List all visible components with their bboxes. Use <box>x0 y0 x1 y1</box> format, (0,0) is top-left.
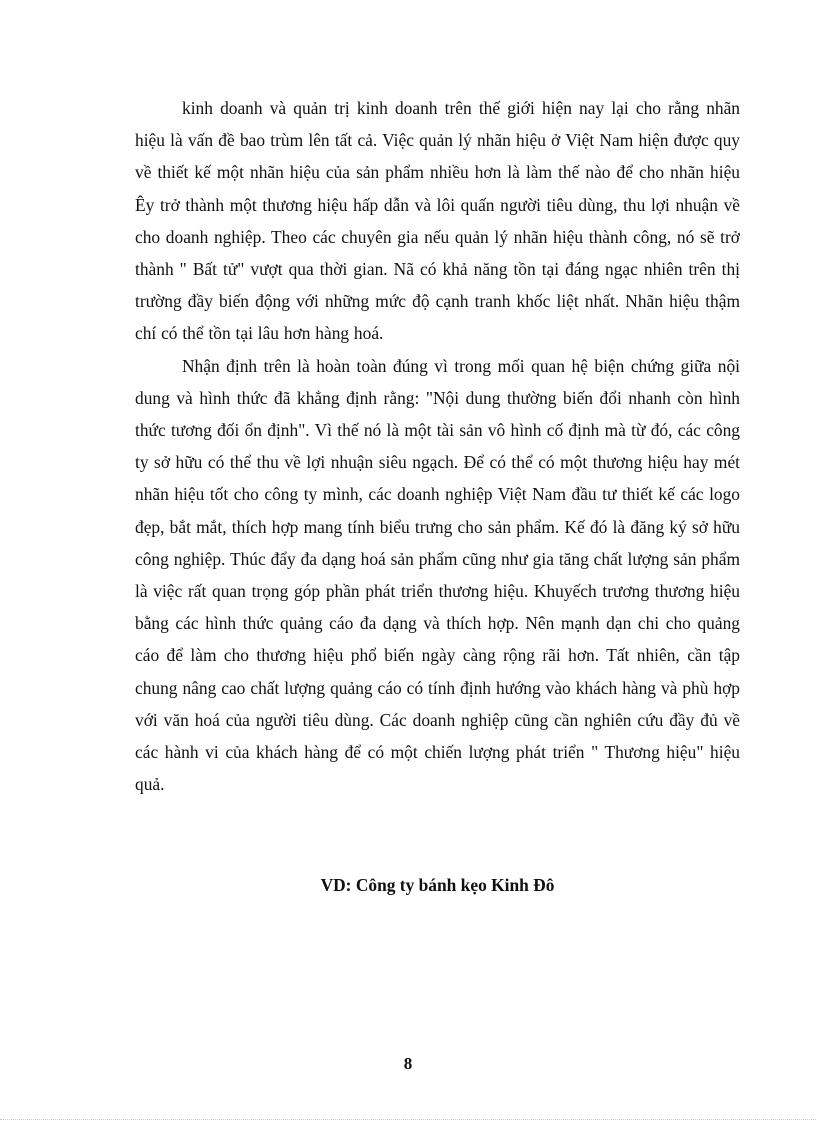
example-caption: VD: Công ty bánh kẹo Kinh Đô <box>320 875 555 895</box>
body-text <box>135 92 740 800</box>
page-number: 8 <box>403 1054 413 1073</box>
paragraph-2: Nhận định trên là hoàn toàn đúng vì trong mối quan hệ biện chứng giữa nội dung và hình thức đã khẳng định rằng: "Nội dung thường biến đổi nhanh còn hình thức tương đối ổn định". Vì thế nó là một tài sản vô hình cố định mà từ đó, các công ty sở hữu có thể thu về lợi nhuận siêu ngạch. Để có thể có một thương hiệu hay mét nhãn hiệu tốt cho công ty mình, các doanh nghiệp Việt Nam đầu tư thiết kế các logo đẹp, bắt mắt, thích hợp mang tính biểu trưng cho sản phẩm. Kế đó là đăng ký sở hữu công nghiệp. Thúc đẩy đa dạng hoá sản phẩm cũng như gia tăng chất lượng sản phẩm là việc rất quan trọng góp phần phát triển thương hiệu. Khuyếch trương thương hiệu bằng các hình thức quảng cáo đa dạng và thích hợp. Nên mạnh dạn chi cho quảng cáo để làm cho thương hiệu phổ biến ngày càng rộng rãi hơn. Tất nhiên, cần tập chung nâng cao chất lượng quảng cáo có tính định hướng vào khách hàng và phù hợp với văn hoá của người tiêu dùng. Các doanh nghiệp cũng cần nghiên cứu đầy đủ về các hành vi của khách hàng để có một chiến lượng phát triển " Thương hiệu" hiệu quả. <box>135 355 740 795</box>
paragraph-1: kinh doanh và quản trị kinh doanh trên thế giới hiện nay lại cho rằng nhãn hiệu là vấn đề bao trùm lên tất cả. Việc quản lý nhãn hiệu ở Việt Nam hiện được quy về thiết kế một nhãn hiệu của sản phẩm nhiều hơn là làm thế nào để cho nhãn hiệu Êy trở thành một thương hiệu hấp dẫn và lôi quấn người tiêu dùng, thu lợi nhuận về cho doanh nghiệp. Theo các chuyên gia nếu quản lý nhãn hiệu thành công, nó sẽ trở thành " Bất tử" vượt qua thời gian. Nã có khả năng tồn tại đáng ngạc nhiên trên thị trường đầy biến động với những mức độ cạnh tranh khốc liệt nhất. Nhãn hiệu thậm chí có thể tồn tại lâu hơn hàng hoá. <box>135 98 740 344</box>
page-edge-divider <box>0 1119 816 1120</box>
